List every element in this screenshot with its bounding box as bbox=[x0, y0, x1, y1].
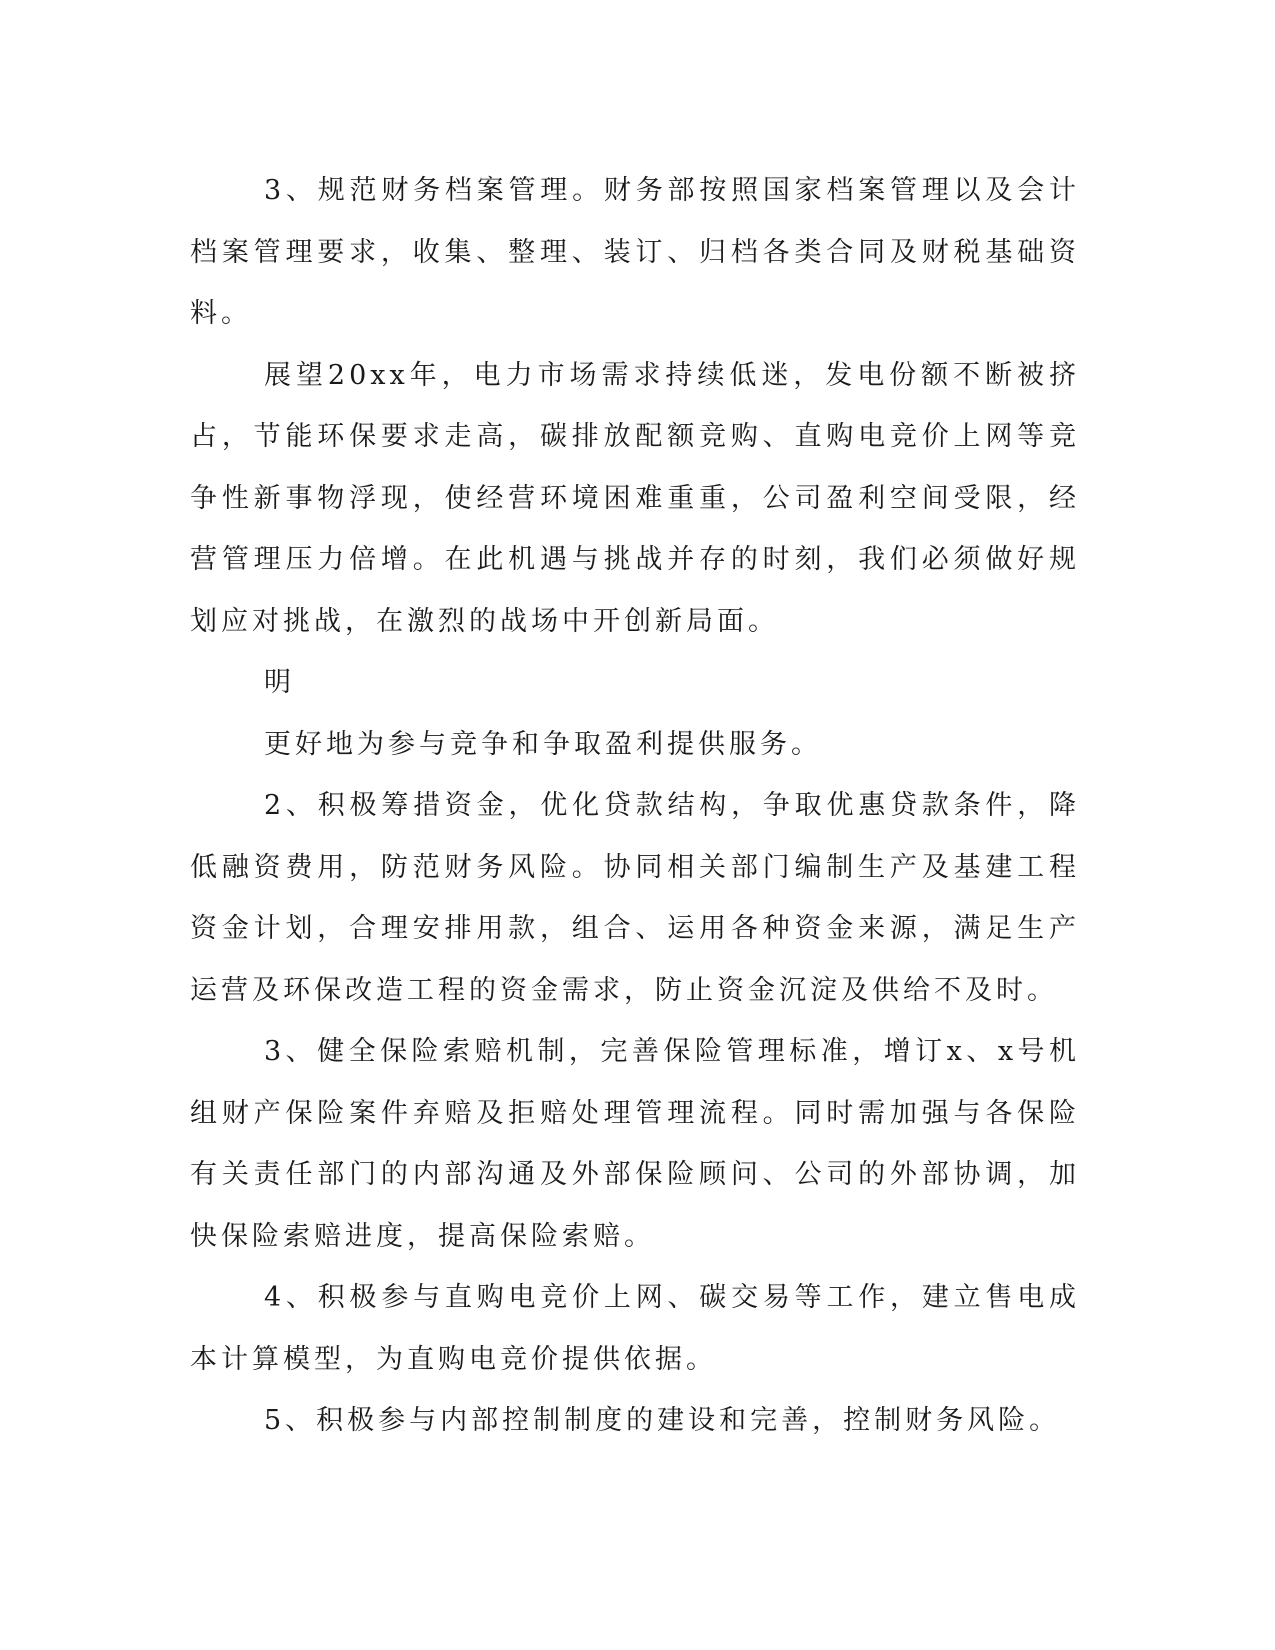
paragraph-internal-control: 5、积极参与内部控制制度的建设和完善，控制财务风险。 bbox=[264, 1405, 1061, 1436]
paragraph-service: 更好地为参与竞争和争取盈利提供服务。 bbox=[264, 728, 822, 760]
paragraph-fragment: 明 bbox=[264, 667, 295, 698]
paragraph-archive-management: 3、规范财务档案管理。财务部按照国家档案管理以及会计档案管理要求，收集、整理、装订、归档各类合同及财税基础资料。 bbox=[190, 175, 1080, 329]
paragraph-direct-purchase: 4、积极参与直购电竞价上网、碳交易等工作，建立售电成本计算模型，为直购电竞价提供依据。 bbox=[190, 1282, 1080, 1375]
paragraph-insurance: 3、健全保险索赔机制，完善保险管理标准，增订x、x号机组财产保险案件弃赔及拒赔处理管理流程。同时需加强与各保险有关责任部门的内部沟通及外部保险顾问、公司的外部协调，加快保险索赔进度，提高保险索赔。 bbox=[190, 1036, 1080, 1252]
document-body bbox=[190, 160, 1080, 1452]
paragraph-funding: 2、积极筹措资金，优化贷款结构，争取优惠贷款条件，降低融资费用，防范财务风险。协同相关部门编制生产及基建工程资金计划，合理安排用款，组合、运用各种资金来源，满足生产运营及环保改造工程的资金需求，防止资金沉淀及供给不及时。 bbox=[190, 790, 1080, 1006]
paragraph-outlook: 展望20xx年，电力市场需求持续低迷，发电份额不断被挤占，节能环保要求走高，碳排放配额竞购、直购电竞价上网等竞争性新事物浮现，使经营环境困难重重，公司盈利空间受限，经营管理压力倍增。在此机遇与挑战并存的时刻，我们必须做好规划应对挑战，在激烈的战场中开创新局面。 bbox=[190, 359, 1080, 637]
